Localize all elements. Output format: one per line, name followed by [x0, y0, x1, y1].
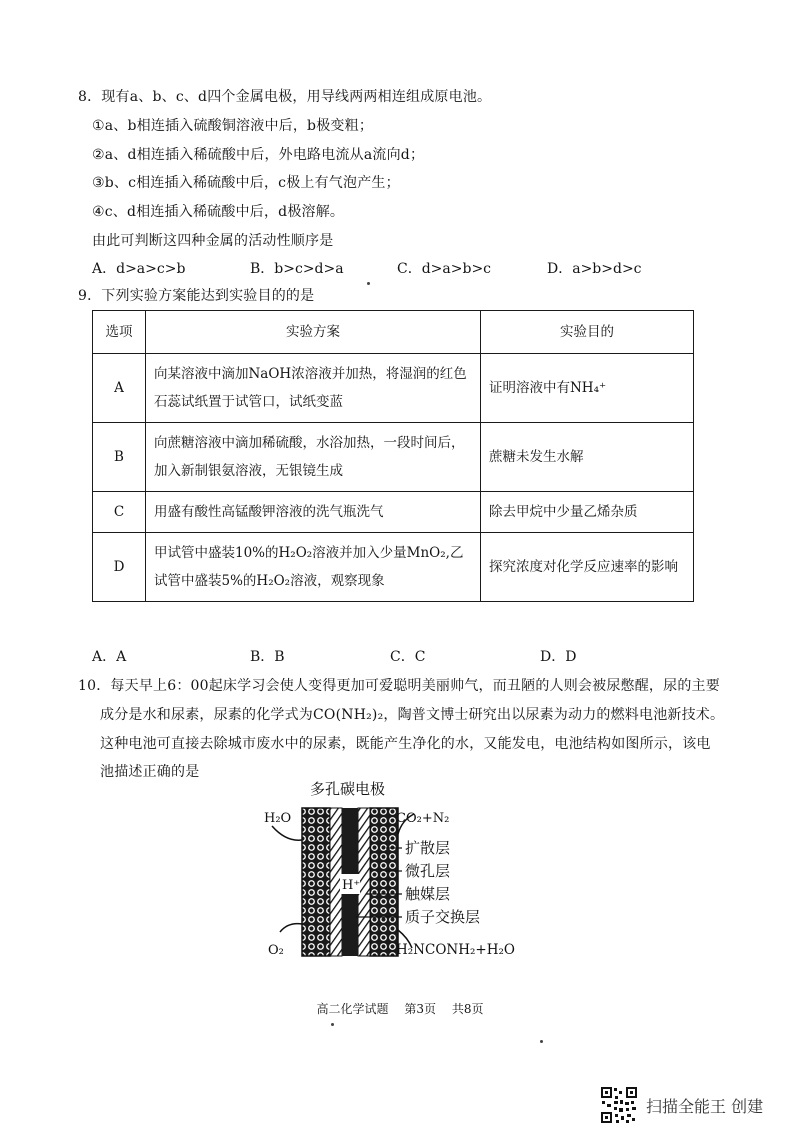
table-row: [93, 492, 694, 533]
q10-line-3: 这种电池可直接去除城市废水中的尿素，既能产生净化的水，又能发电，电池结构如图所示，该电: [100, 736, 711, 752]
row-plan: 甲试管中盛装10%的H₂O₂溶液并加入少量MnO₂,乙试管中盛装5%的H₂O₂溶液，观察现象: [146, 533, 481, 602]
footer-total: 共8页: [451, 1002, 484, 1016]
q9-option-a: A．A: [92, 649, 127, 665]
arrow-left-bottom: [280, 924, 302, 932]
fuel-cell-diagram: [262, 780, 552, 970]
header-purpose: 实验目的: [481, 311, 694, 354]
q8-item-2: ②a、d相连插入稀硫酸中后，外电路电流从a流向d；: [92, 147, 425, 163]
header-option: 选项: [93, 311, 146, 354]
q9-option-c: C．C: [390, 649, 426, 665]
table-header-row: [93, 311, 694, 354]
row-purpose: 证明溶液中有NH₄⁺: [481, 354, 694, 423]
page-footer: [0, 1000, 800, 1017]
qr-code-icon: [600, 1086, 638, 1124]
row-purpose: 探究浓度对化学反应速率的影响: [481, 533, 694, 602]
watermark-text: 扫描全能王 创建: [646, 1096, 764, 1116]
diagram-title: 多孔碳电极: [310, 780, 386, 798]
q10-line-2: 成分是水和尿素，尿素的化学式为CO(NH₂)₂，陶普文博士研究出以尿素为动力的燃料电池新技术。: [100, 707, 725, 723]
q8-item-1: ①a、b相连插入硫酸铜溶液中后，b极变粗；: [92, 118, 374, 134]
label-center: H⁺: [342, 878, 361, 893]
q8-item-4: ④c、d相连插入稀硫酸中后，d极溶解。: [92, 204, 345, 220]
q9-title: 9．下列实验方案能达到实验目的的是: [78, 288, 315, 304]
label-left-top: H₂O: [264, 811, 292, 826]
layer-label-4: 质子交换层: [405, 908, 481, 926]
left-electrode: [302, 808, 330, 956]
scan-speck: [540, 1040, 543, 1043]
table-row: [93, 423, 694, 492]
row-option: D: [93, 533, 146, 602]
row-purpose: 蔗糖未发生水解: [481, 423, 694, 492]
table-row: [93, 533, 694, 602]
q10-line-1: 10．每天早上6：00起床学习会使人变得更加可爱聪明美丽帅气，而丑陋的人则会被尿憋醒，尿的主要: [78, 678, 720, 694]
q9-table: [92, 310, 694, 602]
scanner-watermark: [600, 1086, 763, 1124]
q8-option-c: C．d>a>b>c: [397, 261, 492, 277]
layer-label-3: 触媒层: [405, 885, 451, 903]
label-right-bottom: H₂NCONH₂+H₂O: [396, 942, 515, 958]
q8-item-3: ③b、c相连插入稀硫酸中后，c极上有气泡产生；: [92, 175, 400, 191]
q8-option-b: B．b>c>d>a: [250, 261, 344, 277]
right-electrode: [370, 808, 398, 956]
row-purpose: 除去甲烷中少量乙烯杂质: [481, 492, 694, 533]
q9-option-b: B．B: [250, 649, 285, 665]
q8-option-d: D．a>b>d>c: [547, 261, 642, 277]
row-plan: 向某溶液中滴加NaOH浓溶液并加热，将湿润的红色石蕊试纸置于试管口，试纸变蓝: [146, 354, 481, 423]
layer-label-2: 微孔层: [405, 862, 451, 880]
header-plan: 实验方案: [146, 311, 481, 354]
footer-page: 第3页: [404, 1002, 436, 1016]
row-option: A: [93, 354, 146, 423]
label-right-top: CO₂+N₂: [396, 811, 450, 826]
layer-label-1: 扩散层: [405, 839, 451, 857]
q9-option-d: D．D: [540, 649, 577, 665]
table-row: [93, 354, 694, 423]
row-plan: 用盛有酸性高锰酸钾溶液的洗气瓶洗气: [146, 492, 481, 533]
scan-speck: [331, 1023, 334, 1026]
q8-title: 8．现有a、b、c、d四个金属电极，用导线两两相连组成原电池。: [78, 89, 492, 105]
footer-subject: 高二化学试题: [316, 1002, 389, 1016]
q10-line-4: 池描述正确的是: [100, 764, 200, 780]
q8-conclusion: 由此可判断这四种金属的活动性顺序是: [92, 233, 334, 249]
q8-option-a: A．d>a>c>b: [92, 261, 186, 277]
arrow-left-top: [272, 826, 302, 840]
row-option: C: [93, 492, 146, 533]
scan-speck: [367, 282, 370, 285]
row-option: B: [93, 423, 146, 492]
row-plan: 向蔗糖溶液中滴加稀硫酸，水浴加热，一段时间后，加入新制银氨溶液，无银镜生成: [146, 423, 481, 492]
label-left-bottom: O₂: [268, 943, 284, 958]
